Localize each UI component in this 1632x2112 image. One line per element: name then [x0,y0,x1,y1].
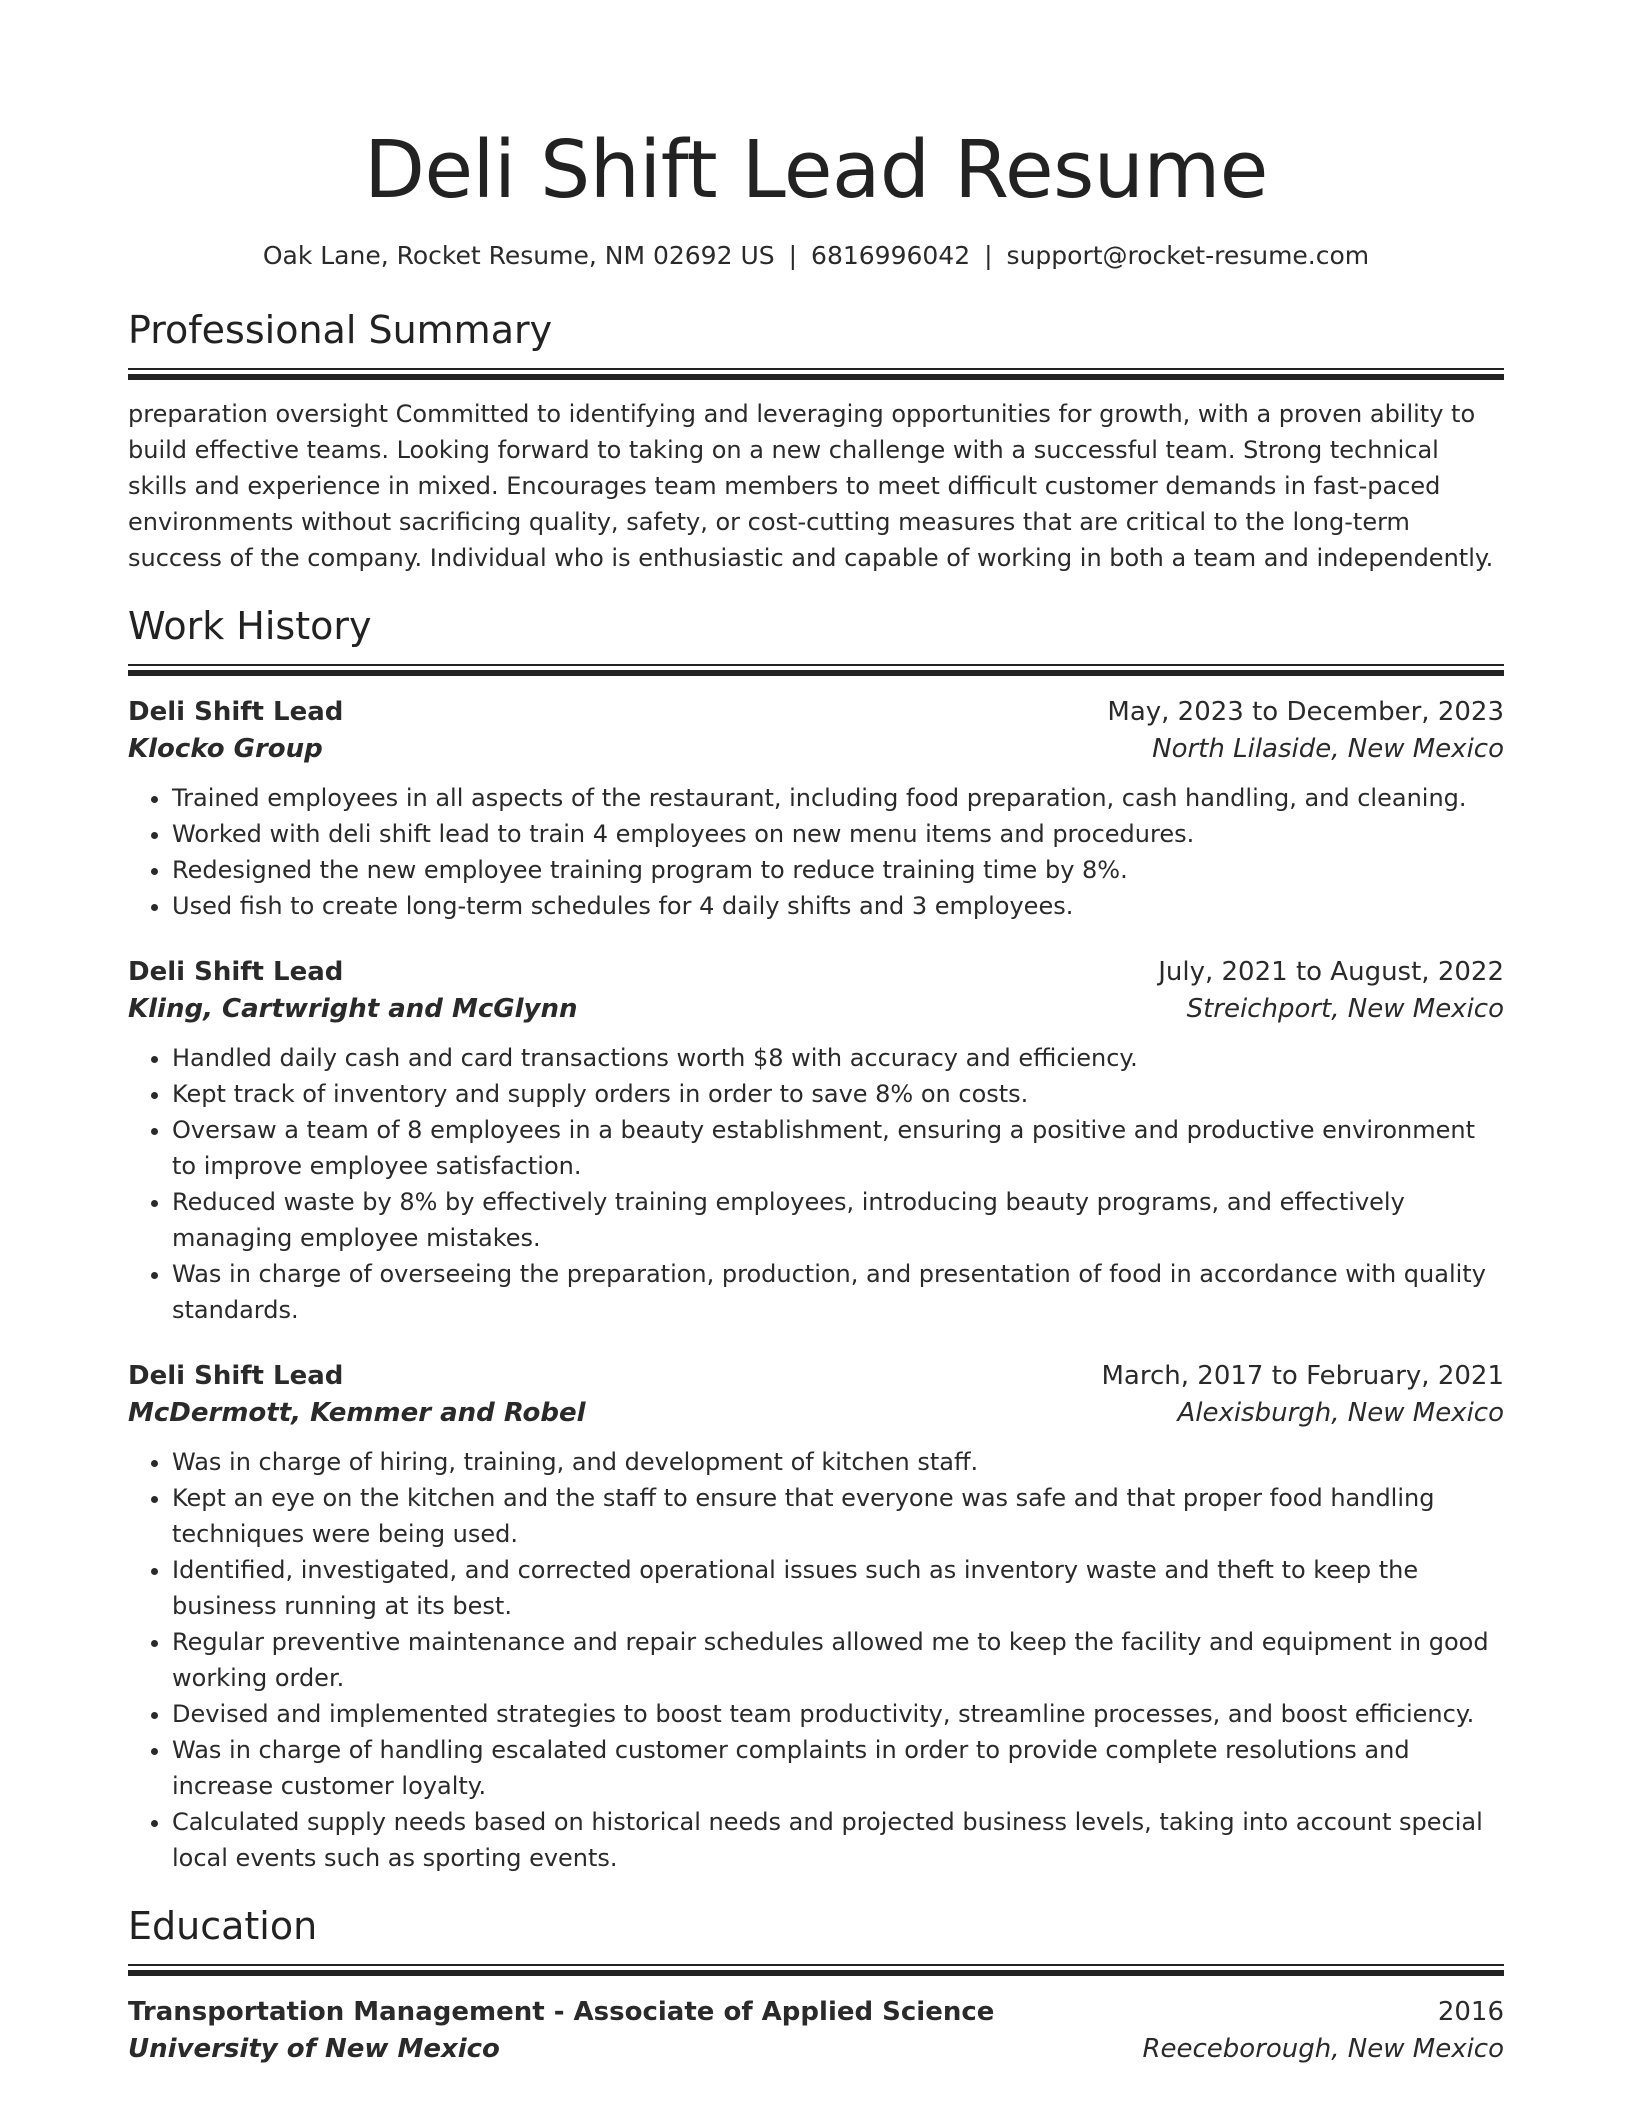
job-dates: May, 2023 to December, 2023 [1107,697,1504,727]
contact-address: Oak Lane, Rocket Resume, NM 02692 US [262,241,775,270]
job-entry [128,694,1504,924]
job-bullet: • Oversaw a team of 8 employees in a beauty establishment, ensuring a positive and productive environment to improve employee satisfaction. [172,1112,1504,1184]
education-year: 2016 [1437,1997,1504,2027]
job-location: Streichport, New Mexico [1186,994,1504,1024]
education-entry [128,1994,1504,2068]
education-section [128,1902,1504,2068]
job-company: McDermott, Kemmer and Robel [128,1398,586,1428]
job-company-row [128,1394,1504,1432]
education-header-row [128,1994,1504,2030]
job-bullets [128,1040,1504,1328]
job-company-row [128,990,1504,1028]
job-header-row [128,694,1504,730]
work-history-heading: Work History [128,604,372,648]
contact-line [128,240,1504,272]
contact-separator: | [984,241,993,270]
contact-email: support@rocket-resume.com [1006,241,1370,270]
job-bullet: • Was in charge of handling escalated customer complaints in order to provide complete resolutions and increase customer loyalty. [172,1732,1504,1804]
work-history-section [128,602,1504,1876]
section-divider [128,368,1504,380]
job-bullet: • Kept an eye on the kitchen and the staff to ensure that everyone was safe and that proper food handling techniques were being used. [172,1480,1504,1552]
job-location: North Lilaside, New Mexico [1152,734,1504,764]
education-location: Reeceborough, New Mexico [1142,2034,1504,2064]
education-school-row [128,2030,1504,2068]
job-company-row [128,730,1504,768]
contact-separator: | [788,241,798,270]
job-bullet: • Regular preventive maintenance and repair schedules allowed me to keep the facility and equipment in good working order. [172,1624,1504,1696]
job-title: Deli Shift Lead [128,957,344,987]
job-bullet: • Reduced waste by 8% by effectively training employees, introducing beauty programs, and effectively managing employee mistakes. [172,1184,1504,1256]
job-bullets [128,780,1504,924]
job-dates: July, 2021 to August, 2022 [1158,957,1504,987]
job-bullet: • Trained employees in all aspects of the restaurant, including food preparation, cash handling, and cleaning. [172,780,1504,816]
summary-section [128,306,1504,576]
job-title: Deli Shift Lead [128,697,344,727]
job-bullet: • Worked with deli shift lead to train 4 employees on new menu items and procedures. [172,816,1504,852]
job-bullets [128,1444,1504,1876]
job-bullet: • Was in charge of hiring, training, and development of kitchen staff. [172,1444,1504,1480]
job-bullet: • Handled daily cash and card transactions worth $8 with accuracy and efficiency. [172,1040,1504,1076]
job-header-row [128,1358,1504,1394]
job-location: Alexisburgh, New Mexico [1177,1398,1504,1428]
job-bullet: • Was in charge of overseeing the preparation, production, and presentation of food in accordance with quality standards. [172,1256,1504,1328]
job-header-row [128,954,1504,990]
job-bullet: • Redesigned the new employee training program to reduce training time by 8%. [172,852,1504,888]
job-company: Kling, Cartwright and McGlynn [128,994,578,1024]
resume-page [128,0,1504,2068]
section-divider [128,1964,1504,1976]
job-bullet: • Identified, investigated, and corrected operational issues such as inventory waste and theft to keep the business running at its best. [172,1552,1504,1624]
education-school: University of New Mexico [128,2034,500,2064]
summary-heading: Professional Summary [128,308,553,352]
job-bullet: • Used fish to create long-term schedules for 4 daily shifts and 3 employees. [172,888,1504,924]
job-bullet: • Devised and implemented strategies to boost team productivity, streamline processes, and boost efficiency. [172,1696,1504,1732]
education-heading: Education [128,1904,318,1948]
section-divider [128,664,1504,676]
job-entry [128,1358,1504,1876]
job-bullet: • Calculated supply needs based on historical needs and projected business levels, taking into account special local events such as sporting events. [172,1804,1504,1876]
job-dates: March, 2017 to February, 2021 [1101,1361,1504,1391]
job-company: Klocko Group [128,734,323,764]
summary-text: preparation oversight Committed to identifying and leveraging opportunities for growth, with a proven ability to build effective teams. Looking forward to taking on a new challenge with a successful team. Strong technical skills and experience in mixed. Encourages team members to meet difficult customer demands in fast-paced environments without sacrificing quality, safety, or cost-cutting measures that are critical to the long-term success of the company. Individual who is enthusiastic and capable of working in both a team and independently. [128,400,1494,572]
education-degree: Transportation Management - Associate of Applied Science [128,1997,995,2027]
job-title: Deli Shift Lead [128,1361,344,1391]
contact-phone: 6816996042 [811,241,971,270]
job-entry [128,954,1504,1328]
job-bullet: • Kept track of inventory and supply orders in order to save 8% on costs. [172,1076,1504,1112]
resume-title: Deli Shift Lead Resume [364,124,1268,216]
